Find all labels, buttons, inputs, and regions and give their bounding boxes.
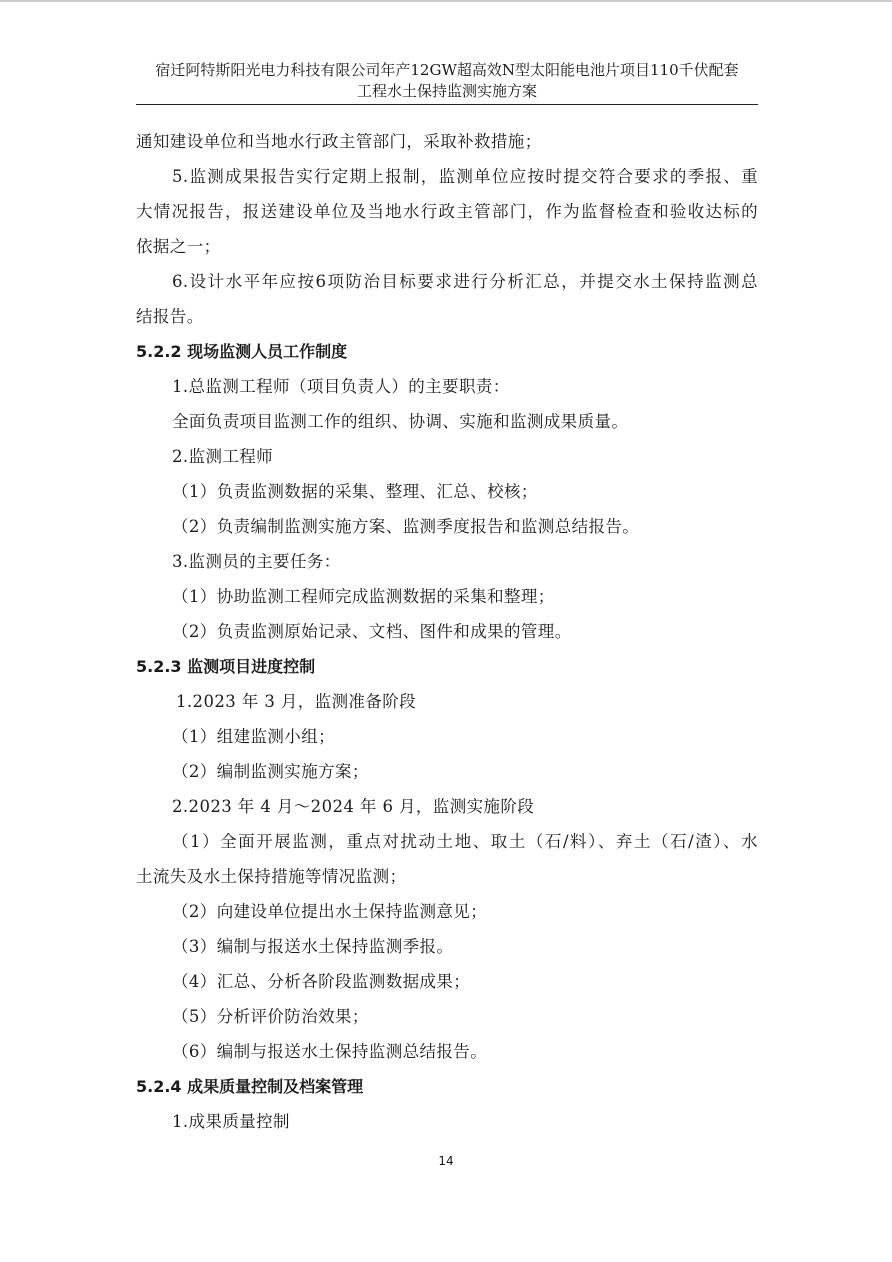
paragraph-line: 2.2023 年 4 月～2024 年 6 月，监测实施阶段: [172, 797, 535, 816]
paragraph-line: 3.监测员的主要任务：: [172, 552, 341, 571]
paragraph-line: （1）负责监测数据的采集、整理、汇总、校核；: [172, 482, 538, 501]
paragraph-line: 全面负责项目监测工作的组织、协调、实施和监测成果质量。: [172, 412, 629, 431]
paragraph-line: 2.监测工程师: [172, 447, 274, 466]
paragraph-line: （6）编制与报送水土保持监测总结报告。: [172, 1042, 488, 1061]
section-heading: 5.2.2 现场监测人员工作制度: [136, 342, 348, 361]
paragraph-line: （2）向建设单位提出水土保持监测意见；: [172, 902, 488, 921]
paragraph-line: （4）汇总、分析各阶段监测数据成果；: [172, 972, 471, 991]
paragraph-line: （3）编制与报送水土保持监测季报。: [172, 937, 454, 956]
paragraph-line: （1）全面开展监测，重点对扰动土地、取土（石/料）、弃土（石/渣）、水: [172, 832, 758, 851]
paragraph-line: 1.2023 年 3 月，监测准备阶段: [176, 692, 417, 711]
paragraph-line: （2）编制监测实施方案；: [172, 762, 369, 781]
section-heading: 5.2.3 监测项目进度控制: [136, 657, 316, 676]
paragraph-line: 1.总监测工程师（项目负责人）的主要职责：: [172, 377, 510, 396]
paragraph-line: （5）分析评价防治效果；: [172, 1007, 369, 1026]
top-border: [0, 0, 892, 2]
paragraph-line: （2）负责监测原始记录、文档、图件和成果的管理。: [172, 622, 572, 641]
page-header: [136, 60, 758, 105]
paragraph-line: 结报告。: [136, 307, 204, 326]
document-body: [136, 124, 758, 1139]
paragraph-line: （1）协助监测工程师完成监测数据的采集和整理；: [172, 587, 555, 606]
header-line-1: 宿迁阿特斯阳光电力科技有限公司年产12GW超高效N型太阳能电池片项目110千伏配套: [155, 61, 739, 79]
paragraph-line: 大情况报告，报送建设单位及当地水行政主管部门，作为监督检查和验收达标的: [136, 202, 758, 221]
paragraph-line: 1.成果质量控制: [172, 1112, 290, 1131]
paragraph-line: （1）组建监测小组；: [172, 727, 335, 746]
page-number: 14: [438, 1154, 454, 1168]
paragraph-line: 6.设计水平年应按6项防治目标要求进行分析汇总，并提交水土保持监测总: [172, 272, 758, 291]
paragraph-line: 依据之一；: [136, 237, 221, 256]
paragraph-line: （2）负责编制监测实施方案、监测季度报告和监测总结报告。: [172, 517, 640, 536]
paragraph-line: 土流失及水土保持措施等情况监测；: [136, 867, 407, 886]
section-heading: 5.2.4 成果质量控制及档案管理: [136, 1077, 364, 1096]
paragraph-line: 通知建设单位和当地水行政主管部门，采取补救措施；: [136, 132, 542, 151]
header-line-2: 工程水土保持监测实施方案: [356, 82, 537, 100]
paragraph-line: 5.监测成果报告实行定期上报制，监测单位应按时提交符合要求的季报、重: [172, 167, 758, 186]
